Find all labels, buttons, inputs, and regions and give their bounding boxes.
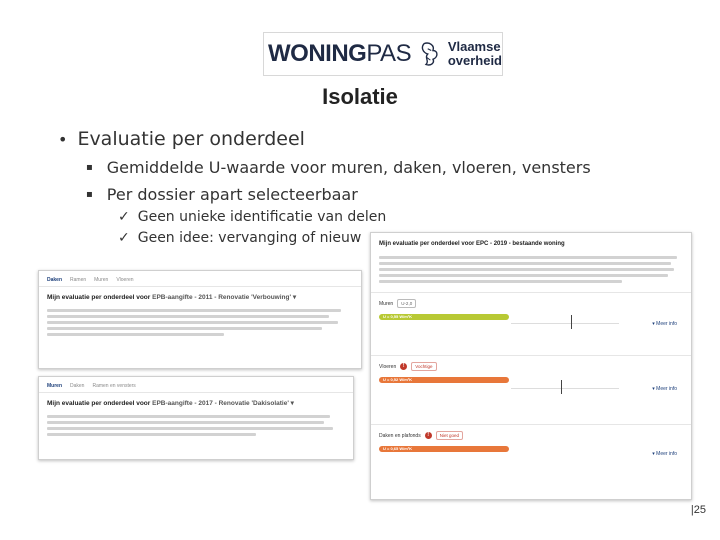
tab-bar [39, 271, 361, 287]
evaluation-section-vloeren [371, 355, 691, 424]
evaluation-heading: Mijn evaluatie per onderdeel voor EPC - 2019 - bestaande woning [379, 241, 565, 247]
section-label: Vloeren [379, 363, 397, 370]
status-chip: U-2,0 [397, 299, 416, 308]
more-info-link[interactable]: ▾ Meer info [652, 451, 677, 457]
dossier-dropdown[interactable]: EPB-aangifte - 2017 - Renovatie 'Dakisolatie' ▾ [152, 400, 294, 407]
warning-icon: ! [400, 363, 407, 370]
status-chip: Vochtige [411, 362, 436, 371]
tab-daken[interactable]: Daken [70, 383, 85, 389]
u-value-bar: U = 0,55 W/m²K [379, 314, 509, 320]
u-value-bar: U = 0,65 W/m²K [379, 446, 509, 452]
sub-bullet: ▪ Per dossier apart selecteerbaar [86, 185, 358, 204]
more-info-link[interactable]: ▾ Meer info [652, 386, 677, 392]
slide-title: Isolatie [322, 84, 398, 109]
more-info-link[interactable]: ▾ Meer info [652, 321, 677, 327]
check-icon: ✓ [118, 230, 130, 246]
sub-bullet: ▪ Gemiddelde U-waarde voor muren, daken, vloeren, vensters [86, 158, 591, 177]
u-value-bar: U = 0,52 W/m²K [379, 377, 509, 383]
evaluation-section-muren [371, 292, 691, 355]
tab-muren[interactable]: Muren [94, 277, 109, 283]
description-text [371, 251, 691, 292]
flemish-lion-icon [419, 38, 442, 70]
check-bullet: ✓ Geen idee: vervanging of nieuw [118, 230, 362, 246]
evaluation-heading: Mijn evaluatie per onderdeel voor EPB-aangifte - 2017 - Renovatie 'Dakisolatie' ▾ [47, 400, 294, 407]
screenshot-evaluation-2017 [38, 376, 354, 460]
description-text [39, 304, 361, 341]
tab-muren[interactable]: Muren [47, 383, 62, 389]
screenshot-evaluation-2019 [370, 232, 692, 500]
check-bullet: ✓ Geen unieke identificatie van delen [118, 209, 387, 225]
tab-bar [39, 377, 353, 393]
description-text [39, 410, 353, 441]
main-bullet: • Evaluatie per onderdeel [58, 128, 305, 150]
woningpas-logo [263, 32, 503, 76]
screenshot-evaluation-2011 [38, 270, 362, 369]
evaluation-section-daken [371, 424, 691, 477]
section-label: Muren [379, 300, 394, 307]
status-chip: Niet goed [436, 431, 463, 440]
check-icon: ✓ [118, 209, 130, 225]
logo-organisation: Vlaamse overheid [447, 39, 502, 68]
tab-ramen[interactable]: Ramen en vensters [92, 383, 136, 389]
logo-wordmark: WONINGPAS [268, 40, 412, 67]
tab-daken[interactable]: Daken [47, 277, 63, 283]
evaluation-heading: Mijn evaluatie per onderdeel voor EPB-aangifte - 2011 - Renovatie 'Verbouwing' ▾ [47, 294, 297, 301]
tab-vloeren[interactable]: Vloeren [116, 277, 134, 283]
warning-icon: ! [425, 432, 432, 439]
section-label: Daken en plafonds [379, 432, 421, 439]
dossier-dropdown[interactable]: EPB-aangifte - 2011 - Renovatie 'Verbouwing' ▾ [152, 294, 297, 301]
page-number: |25 [690, 504, 706, 516]
bullet-list [58, 128, 591, 246]
tab-ramen[interactable]: Ramen [70, 277, 87, 283]
